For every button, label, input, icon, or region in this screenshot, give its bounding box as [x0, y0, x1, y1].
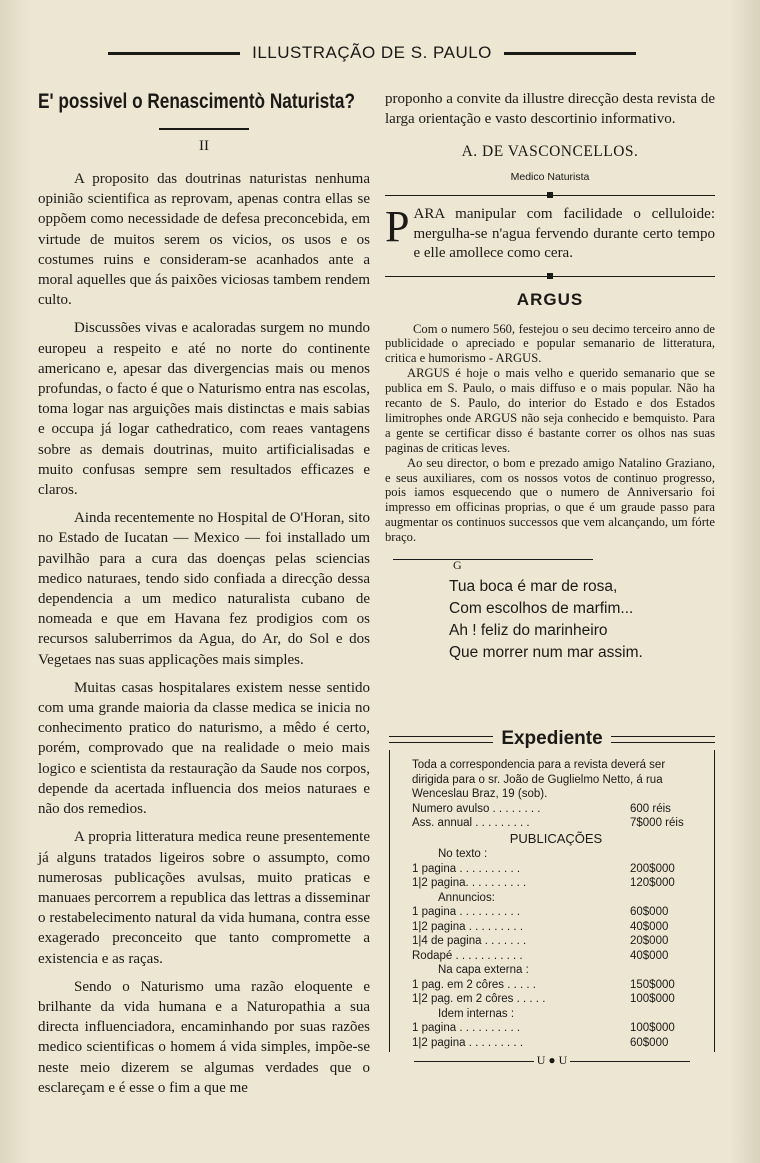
argus-heading: ARGUS: [516, 289, 584, 309]
expediente-header: [389, 728, 715, 750]
author-role: Medico Naturista: [510, 171, 590, 183]
article-continuation: proponho a convite da illustre direcção desta revista de larga orientação e vasto descortinio informativo.: [385, 91, 715, 127]
argus-paragraph: ARGUS é hoje o mais velho e querido semanario que se publica em S. Paulo, o mais diffuso e o mais popular. Não ha recanto de S. Paulo, do interior do Estado e dos Estados limitrophes onde ARGUS não seja conhecido e bemquisto. Para a gente se certificar disso é bastante correr os olhos nas suas paginas de criticas leves.: [385, 366, 715, 455]
rate-row: 1|4 de pagina . . . . . . . 20$000: [412, 935, 669, 947]
article-part-number: II: [199, 138, 209, 154]
poem-line: Que morrer num mar assim.: [449, 644, 643, 662]
rate-section-heading: Na capa externa :: [438, 964, 529, 976]
expediente-box: [389, 728, 715, 1066]
rate-row: 1|2 pag. em 2 côres . . . . . 100$000: [412, 993, 675, 1005]
article-paragraph: A proposito das doutrinas naturistas nenhuma opinião scientifica as reprovam, apenas contra ellas se oppõem como necessidade de defesa preconcebida, em virtude de muitos serem os vicios, os usos e os costumes ruins e consideram-se acanhados ante a moral aquelles que ás paixões viciosas tambem rendem culto.: [38, 171, 370, 309]
article-paragraph: A propria litteratura medica reune presentemente já alguns tratados ligeiros sobre o assumpto, como numerosas publicações avulsas, muito praticas e manuaes percorrem a republica das lettras a disseminar o restabelecimento natural da vida humana, contra esse exagerado preconceito que tanto compromette a existencia e as raças.: [38, 829, 370, 967]
publication-title: ILLUSTRAÇÃO DE S. PAULO: [252, 43, 492, 62]
rate-section-heading: Annuncios:: [438, 891, 495, 904]
argus-paragraph: Ao seu director, o bom e prezado amigo Natalino Graziano, e seus auxiliares, com os nossos votos de continuo progresso, pois iamos esquecendo que o numero de Anniversario foi impresso em officinas proprias, o que é um graude passo para augmentar os continuos successos que vem alcançando, um fórte braço.: [385, 455, 715, 545]
rate-row: 1 pagina . . . . . . . . . . 60$000: [412, 906, 669, 918]
poem-line: Tua boca é mar de rosa,: [449, 578, 618, 596]
page-header: [108, 40, 636, 66]
poem-ornament: G: [453, 558, 462, 573]
rate-row: 1|2 pagina . . . . . . . . . 40$000: [412, 920, 669, 933]
notice-text: ARA manipular com facilidade o celluloide: mergulha-se n'agua fervendo durante certo tempo e elle amollece como cera.: [413, 206, 715, 261]
rate-row: 1 pagina . . . . . . . . . . 200$000: [412, 862, 675, 875]
poem-line: Com escolhos de marfim...: [449, 600, 634, 618]
publicacoes-heading: PUBLICAÇÕES: [509, 830, 603, 846]
expediente-title: Expediente: [501, 728, 603, 749]
rate-row: 1|2 pagina. . . . . . . . . . 120$000: [412, 877, 675, 889]
header-rule-left: [108, 52, 240, 55]
celluloid-notice: [385, 202, 715, 264]
title-ornament: [159, 128, 249, 130]
header-rule-right: [504, 52, 636, 55]
section-divider: [385, 272, 715, 280]
rate-row: Rodapé . . . . . . . . . . . 40$000: [412, 949, 669, 962]
right-column: [385, 90, 715, 664]
poem-line: Ah ! feliz do marinheiro: [449, 622, 608, 640]
rate-row: 1 pag. em 2 côres . . . . . 150$000: [412, 978, 675, 991]
footer-ornament: U ● U: [536, 1053, 568, 1067]
article-paragraph: Sendo o Naturismo uma razão eloquente e brilhante da vida humana e a Naturopathia a sua directa influenciadora, encaminhando por suas razões medico scientificas o homem á vida simples, impõe-se neste meio dizerem se algumas verdades que o esclareçam e é esse o fim a que me: [38, 978, 370, 1096]
rate-section-heading: Idem internas :: [438, 1007, 515, 1020]
article-paragraph: Muitas casas hospitalares existem nesse sentido com uma grande maioria da classe medica se inicia no conhecimento pratico do naturismo, a mêdo é certo, porém, comprovado que na realidade o meio mais logico e scientista da restauração da Saude nos corpos, depende da acertada influencia dos meios naturaes e não dos remedios.: [38, 679, 370, 818]
rate-row: 1 pagina . . . . . . . . . . 100$000: [412, 1022, 675, 1034]
expediente-footer: [389, 1054, 715, 1066]
price-row: Numero avulso . . . . . . . . 600 réis: [412, 802, 671, 815]
price-row: Ass. annual . . . . . . . . . 7$000 réis: [412, 817, 684, 829]
rate-row: 1|2 pagina . . . . . . . . . 60$000: [412, 1036, 669, 1049]
poem: [449, 576, 715, 664]
article-paragraph: Ainda recentemente no Hospital de O'Horan, sito no Estado de Iucatan — Mexico — foi installado um pavilhão para a cura das doenças pelas sciencias medico naturaes, tendo sido confiada a direcção dessa dependencia a um medico naturalista cubano de nomeada e que em Havana fez prodigios com os recursos saluberrimos da Agua, do Ar, do Sol e dos Vegetaes nas suas applicações mais simples.: [38, 510, 370, 668]
left-column: [38, 90, 370, 1106]
argus-paragraph: Com o numero 560, festejou o seu decimo terceiro anno de publicidade o apreciado e popular semanario de litteratura, critica e humorismo - ARGUS.: [385, 321, 715, 366]
notice-dropcap: P: [385, 202, 410, 251]
rate-section-heading: No texto :: [438, 848, 488, 860]
article-title: E' possivel o Renascimentò Naturista?: [38, 90, 356, 113]
section-divider: [385, 191, 715, 199]
expediente-intro: Toda a correspondencia para a revista deverá ser dirigida para o sr. João de Guglielmo Netto, á rua Wenceslau Braz, 19 (sob).: [412, 759, 666, 800]
expediente-body: [389, 750, 715, 1052]
article-author: A. DE VASCONCELLOS.: [461, 143, 639, 160]
article-paragraph: Discussões vivas e acaloradas surgem no mundo europeu a respeito e até no norte do continente americano e, apesar das divergencias mais ou menos profundas, o facto é que o Naturismo entra nas escolas, toma logar nas arguições mais distinctas e mais sabias e occupa já logar cathedratico, com reaes vantagens sobre as demais doutrinas, muito artificialisadas e muito confusas sempre sem resultados efficazes e claros.: [38, 320, 370, 499]
